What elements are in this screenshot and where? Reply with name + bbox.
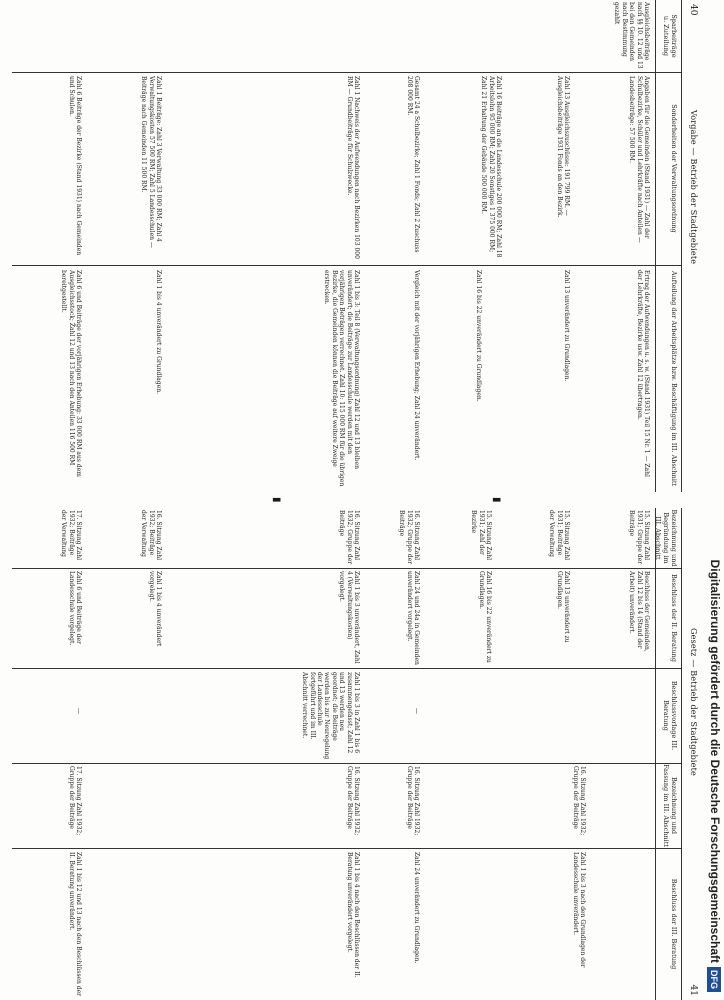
table-cell: Zahl 16 bis 22 unverändert zu Grundlagen. <box>475 270 482 402</box>
left-page <box>2 0 702 492</box>
table-cell: Zahl 16 Beiträge an die Landesschule 200 000 RM; Zahl 18 Arbeitslohn 95 000 RM; Zahl 20 Sonstiges 1 375 000 RM; Zahl 21 Erhaltung der Gebäude 500 000 RM. <box>480 76 502 258</box>
table-cell: Zahl 6 und Beiträge der Landesschule vorgelegt. <box>67 571 82 646</box>
table-cell: Zahl 1 bis 4 nach den Beschlüssen der II. Beratung unverändert vorgelegt. <box>345 852 360 978</box>
table-cell: Zahl 1 bis 3: Teil 8 (Verwaltungsordnung) Zahl 12 und 13 bleiben unverändert; die Beiträge zur Landesschule werden mit den vorjährigen Beträgen verrechnet. Zahl 10: 115 000 RM für die übrigen Bezirke, die Gemeinden können die Beiträge auf weitere Zweige erstrecken. <box>323 270 360 487</box>
column-header: Aufteilung der Arbeitsplätze bzw. Beschäftigung im III. Abschnitt <box>670 270 678 487</box>
column-header: Sparbeiträge u. Zuteilung <box>662 14 678 58</box>
table-cell: 17. Sitzung Zahl 1932; Beiträge der Verwaltung <box>60 510 82 561</box>
table-cell: 16. Sitzung Zahl 1932; Gruppe der Beiträge <box>398 510 420 565</box>
table-cell: Beschluss der Gemeinden, Zahl 12 bis 14 (Stand der Arbeit) unverändert. <box>628 571 650 652</box>
budget-table <box>2 0 682 492</box>
table-cell: Ertrag der Aufwendungen u. s. w. (Stand 1931) Teil 15 Nr. 1 — Zahl der Lehrkräfte, Bezirke usw. Zahl 12 übertragen. <box>635 270 650 477</box>
table-cell: Zahl 1 bis 12 und 13 nach den Beschlüssen der II. Beratung unverändert. <box>67 852 82 996</box>
table-cell: Angaben für die Gemeinden (Stand 1931) — Zahl der Schulbezirke, Schüler und Lehrkräfte nach Anteilen — Landesbeiträge: 57 500 RM. <box>628 76 650 243</box>
table-cell: 15. Sitzung Zahl 1931; Zahl der Bezirke <box>470 510 492 561</box>
table-cell: 16. Sitzung Zahl 1932; Gruppe der Beiträge <box>338 510 360 565</box>
table-cell: Zahl 13 unverändert zu Grundlagen. <box>563 270 570 382</box>
dfg-footer-banner <box>706 0 724 1000</box>
page-number: 41 <box>688 984 698 996</box>
page-header: Vorgabe — Betrieb der Stadtgebiete <box>689 110 698 265</box>
table-cell: Zahl 16 bis 22 unverändert zu Grundlagen. <box>477 571 492 663</box>
table-cell: Zahl 24 und 24a in Gemeinden unverändert vorgelegt. <box>405 571 420 665</box>
table-cell: Zahl 24 unverändert zu Grundlagen. <box>413 852 420 964</box>
column-header: Sonderheiten der Verwaltungsordnung <box>670 104 678 233</box>
dfg-banner-text: Digitalisierung gefördert durch die Deutsche Forschungsgemeinschaft <box>708 559 722 963</box>
column-header: Beschlussvorlage III. Beratung <box>662 680 678 751</box>
table-cell: Ausgleichsbeiträge nach §§ 10. 12 und 13 bei den Gemeinden nach Bestimmung gezahlt <box>613 2 650 69</box>
table-cell: Zahl 1 bis 4 unverändert zu Grundlagen. <box>155 270 162 395</box>
table-cell: Zahl 1 bis 3 nach den Grundlagen der Landesschule unverändert. <box>571 852 586 968</box>
table-cell: Zahl 1 bis 3 in Zahl 1 bis 6 zusammengefasst; Zahl 12 und 13 werden neu geordnet; die Beiträge werden bis zur Neuregelung der Landesschule fortgeführt und im III. Abschnitt verrechnet. <box>301 672 360 760</box>
binding-mark: ▮ <box>271 497 282 503</box>
table-cell: 15. Sitzung Zahl 1931; Gruppe der Beiträge <box>628 510 650 565</box>
table-cell: Zahl 13 Ausgleichszuschüsse: 191 799 RM. — Ausgleichsbeiträge 1931 Fonds an den Bezirk. <box>555 76 570 218</box>
column-header: Beschluss der II. Beratung <box>670 574 678 662</box>
table-cell: Zahl 6 und Beiträge der vorjährigen Erhebung: 33 000 RM aus dem Ausgleichsstock; Zahl 12 und 13 nach den Anteilen 116 500 RM bereitgestellt. <box>60 270 82 477</box>
column-header: Beschluss der III. Beratung <box>670 878 678 970</box>
decision-table <box>2 508 682 1000</box>
table-cell: 16. Sitzung Zahl 1932; Gruppe der Beiträge <box>345 766 360 836</box>
table-cell: 16. Sitzung Zahl 1932; Beiträge der Verwaltung <box>140 510 162 561</box>
table-cell: 15. Sitzung Zahl 1931; Beiträge der Verwaltung <box>548 510 570 561</box>
table-cell: Vergleich mit der vorjährigen Erhebung; Zahl 24 unverändert. <box>413 270 420 461</box>
table-cell: Zahl 1 Nachweis der Aufwendungen nach Bezirken 103 000 RM — Grundbeiträge für Schulzwecke. <box>345 76 360 259</box>
table-cell: Zahl 1 bis 3 unverändert, Zahl 4 (Verwaltungskosten) vorgelegt. <box>338 571 360 664</box>
table-cell: Zahl 1 bis 4 unverändert vorgelegt. <box>147 571 162 647</box>
table-cell: Zahl 6 Beiträge der Bezirke (Stand 1931) nach Gemeinden und Schulen. <box>67 76 82 256</box>
rotated-page-spread <box>2 0 702 1000</box>
table-cell: — <box>413 708 420 714</box>
binding-mark: ▮ <box>491 497 502 503</box>
page-header: Gesetz — Betrieb der Stadtgebiete <box>689 628 698 776</box>
table-cell: Zahl 13 unverändert zu Grundlagen. <box>555 571 570 643</box>
table-cell: 16. Sitzung Zahl 1932; Gruppe der Beiträge <box>571 766 586 836</box>
table-cell: Gesamt 24 a Schulbezirke; Zahl 1 Fonds; Zahl 2 Zuschuss 208 000 RM. <box>405 76 420 253</box>
table-cell: 16. Sitzung Zahl 1932; Gruppe der Beiträge <box>405 766 420 836</box>
column-header: Bezeichnung und Begründung im III. Abschnitt <box>654 509 678 567</box>
page-number: 40 <box>688 4 698 16</box>
column-header: Bezeichnung und Fassung im III. Abschnitt <box>662 764 678 847</box>
right-page <box>2 508 702 1000</box>
table-cell: Zahl 1 Beiträge: Zahl 3 Verwaltung 33 000 RM; Zahl 4 Verwaltungskosten 57 500 RM; Zahl 5 Landesschulen — Beiträge nach Gemeinden 11 500 RM. <box>140 76 162 248</box>
dfg-logo: DFG <box>707 967 721 992</box>
table-cell: — <box>75 708 82 714</box>
table-cell: 17. Sitzung Zahl 1932; Gruppe der Beiträge <box>67 766 82 836</box>
